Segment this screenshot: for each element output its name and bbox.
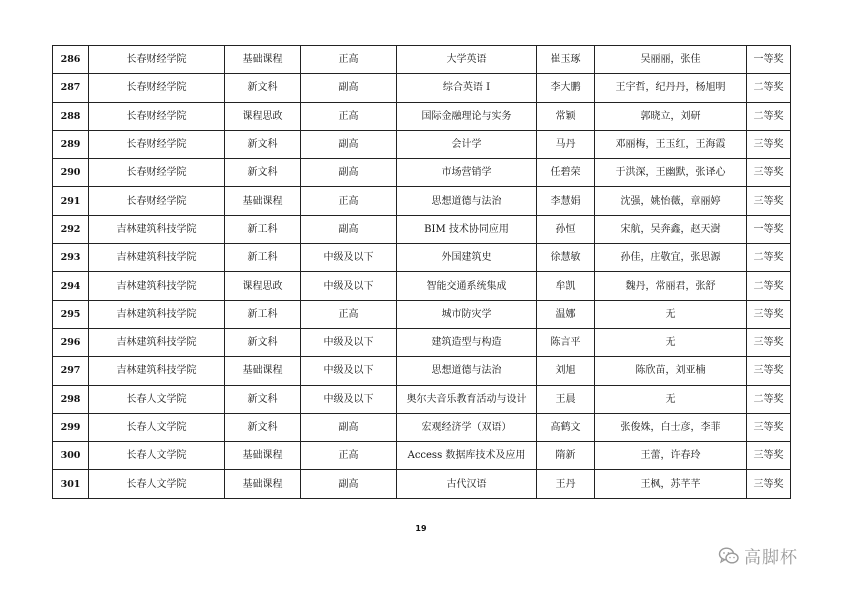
cell-members: 无 bbox=[595, 385, 747, 413]
cell-leader: 温娜 bbox=[537, 300, 595, 328]
cell-award: 一等奖 bbox=[747, 215, 791, 243]
cell-title-level: 副高 bbox=[301, 74, 397, 102]
cell-category: 新文科 bbox=[225, 413, 301, 441]
cell-school: 长春人文学院 bbox=[89, 385, 225, 413]
cell-award: 三等奖 bbox=[747, 187, 791, 215]
cell-award: 二等奖 bbox=[747, 102, 791, 130]
cell-course: 会计学 bbox=[397, 130, 537, 158]
cell-leader: 刘旭 bbox=[537, 357, 595, 385]
cell-row-number: 294 bbox=[53, 272, 89, 300]
cell-category: 课程思政 bbox=[225, 102, 301, 130]
cell-award: 三等奖 bbox=[747, 300, 791, 328]
cell-row-number: 293 bbox=[53, 244, 89, 272]
cell-title-level: 中级及以下 bbox=[301, 385, 397, 413]
cell-row-number: 299 bbox=[53, 413, 89, 441]
table-row bbox=[53, 442, 791, 470]
table-row bbox=[53, 328, 791, 356]
cell-category: 基础课程 bbox=[225, 357, 301, 385]
cell-title-level: 正高 bbox=[301, 102, 397, 130]
cell-title-level: 正高 bbox=[301, 46, 397, 74]
cell-leader: 王晨 bbox=[537, 385, 595, 413]
cell-school: 吉林建筑科技学院 bbox=[89, 328, 225, 356]
cell-leader: 徐慧敏 bbox=[537, 244, 595, 272]
cell-category: 新工科 bbox=[225, 244, 301, 272]
cell-leader: 常颖 bbox=[537, 102, 595, 130]
cell-title-level: 中级及以下 bbox=[301, 272, 397, 300]
table-row bbox=[53, 244, 791, 272]
cell-school: 长春财经学院 bbox=[89, 159, 225, 187]
cell-members: 吴丽丽，张佳 bbox=[595, 46, 747, 74]
cell-leader: 牟凯 bbox=[537, 272, 595, 300]
table-row bbox=[53, 102, 791, 130]
cell-category: 新文科 bbox=[225, 130, 301, 158]
cell-leader: 崔玉琢 bbox=[537, 46, 595, 74]
cell-members: 宋航，吴奔鑫，赵天澍 bbox=[595, 215, 747, 243]
table-row bbox=[53, 215, 791, 243]
table-row bbox=[53, 300, 791, 328]
cell-title-level: 正高 bbox=[301, 187, 397, 215]
cell-category: 新工科 bbox=[225, 300, 301, 328]
cell-award: 一等奖 bbox=[747, 46, 791, 74]
cell-members: 魏丹，常丽君，张舒 bbox=[595, 272, 747, 300]
cell-members: 王蕾，许春玲 bbox=[595, 442, 747, 470]
watermark-text: 高脚杯 bbox=[744, 548, 798, 568]
cell-row-number: 292 bbox=[53, 215, 89, 243]
cell-course: 综合英语 I bbox=[397, 74, 537, 102]
table-row bbox=[53, 130, 791, 158]
cell-title-level: 正高 bbox=[301, 442, 397, 470]
cell-course: 思想道德与法治 bbox=[397, 187, 537, 215]
cell-category: 基础课程 bbox=[225, 470, 301, 498]
cell-award: 三等奖 bbox=[747, 130, 791, 158]
cell-category: 基础课程 bbox=[225, 46, 301, 74]
cell-category: 新文科 bbox=[225, 385, 301, 413]
table-row bbox=[53, 46, 791, 74]
cell-row-number: 297 bbox=[53, 357, 89, 385]
cell-school: 吉林建筑科技学院 bbox=[89, 215, 225, 243]
cell-leader: 高鹤文 bbox=[537, 413, 595, 441]
table-row bbox=[53, 74, 791, 102]
cell-award: 三等奖 bbox=[747, 413, 791, 441]
page-number: 19 bbox=[415, 524, 427, 533]
cell-row-number: 290 bbox=[53, 159, 89, 187]
wechat-icon bbox=[718, 546, 740, 566]
cell-school: 长春财经学院 bbox=[89, 74, 225, 102]
cell-row-number: 296 bbox=[53, 328, 89, 356]
cell-members: 邓丽梅，王玉红，王海霞 bbox=[595, 130, 747, 158]
cell-members: 王枫，苏芊芊 bbox=[595, 470, 747, 498]
cell-row-number: 291 bbox=[53, 187, 89, 215]
cell-row-number: 288 bbox=[53, 102, 89, 130]
cell-members: 无 bbox=[595, 328, 747, 356]
cell-category: 基础课程 bbox=[225, 187, 301, 215]
cell-award: 二等奖 bbox=[747, 74, 791, 102]
cell-course: 宏观经济学（双语） bbox=[397, 413, 537, 441]
cell-title-level: 副高 bbox=[301, 159, 397, 187]
cell-leader: 陈言平 bbox=[537, 328, 595, 356]
table-row bbox=[53, 385, 791, 413]
cell-leader: 任碧荣 bbox=[537, 159, 595, 187]
cell-school: 长春财经学院 bbox=[89, 187, 225, 215]
cell-school: 长春财经学院 bbox=[89, 46, 225, 74]
cell-title-level: 中级及以下 bbox=[301, 328, 397, 356]
cell-school: 长春财经学院 bbox=[89, 130, 225, 158]
cell-members: 张俊姝，白士彦，李菲 bbox=[595, 413, 747, 441]
cell-leader: 孙恒 bbox=[537, 215, 595, 243]
cell-school: 长春人文学院 bbox=[89, 470, 225, 498]
cell-course: 智能交通系统集成 bbox=[397, 272, 537, 300]
cell-category: 新工科 bbox=[225, 215, 301, 243]
cell-award: 三等奖 bbox=[747, 442, 791, 470]
table-row bbox=[53, 159, 791, 187]
cell-row-number: 301 bbox=[53, 470, 89, 498]
cell-title-level: 副高 bbox=[301, 130, 397, 158]
cell-title-level: 副高 bbox=[301, 413, 397, 441]
cell-members: 沈强，姚怡薇，章丽婷 bbox=[595, 187, 747, 215]
watermark bbox=[718, 543, 798, 568]
table-row bbox=[53, 272, 791, 300]
table-row bbox=[53, 470, 791, 498]
cell-category: 课程思政 bbox=[225, 272, 301, 300]
cell-course: 建筑造型与构造 bbox=[397, 328, 537, 356]
cell-award: 三等奖 bbox=[747, 470, 791, 498]
cell-members: 于洪深，王幽默，张译心 bbox=[595, 159, 747, 187]
cell-school: 吉林建筑科技学院 bbox=[89, 272, 225, 300]
table-row bbox=[53, 357, 791, 385]
cell-course: 古代汉语 bbox=[397, 470, 537, 498]
cell-award: 二等奖 bbox=[747, 244, 791, 272]
cell-category: 基础课程 bbox=[225, 442, 301, 470]
cell-course: 城市防灾学 bbox=[397, 300, 537, 328]
cell-course: 大学英语 bbox=[397, 46, 537, 74]
cell-members: 孙佳，庄敬宜，张思源 bbox=[595, 244, 747, 272]
cell-row-number: 287 bbox=[53, 74, 89, 102]
cell-members: 郭晓立，刘研 bbox=[595, 102, 747, 130]
table-row bbox=[53, 413, 791, 441]
cell-category: 新文科 bbox=[225, 328, 301, 356]
cell-members: 王宇哲，纪丹丹，杨旭明 bbox=[595, 74, 747, 102]
cell-school: 吉林建筑科技学院 bbox=[89, 244, 225, 272]
cell-row-number: 286 bbox=[53, 46, 89, 74]
cell-title-level: 中级及以下 bbox=[301, 244, 397, 272]
cell-title-level: 副高 bbox=[301, 470, 397, 498]
cell-leader: 王丹 bbox=[537, 470, 595, 498]
table-row bbox=[53, 187, 791, 215]
cell-category: 新文科 bbox=[225, 74, 301, 102]
cell-leader: 隋新 bbox=[537, 442, 595, 470]
cell-school: 吉林建筑科技学院 bbox=[89, 300, 225, 328]
cell-course: 市场营销学 bbox=[397, 159, 537, 187]
cell-members: 无 bbox=[595, 300, 747, 328]
cell-award: 二等奖 bbox=[747, 272, 791, 300]
cell-title-level: 副高 bbox=[301, 215, 397, 243]
cell-leader: 李慧娟 bbox=[537, 187, 595, 215]
cell-row-number: 298 bbox=[53, 385, 89, 413]
cell-row-number: 289 bbox=[53, 130, 89, 158]
cell-course: BIM 技术协同应用 bbox=[397, 215, 537, 243]
cell-course: Access 数据库技术及应用 bbox=[397, 442, 537, 470]
cell-category: 新文科 bbox=[225, 159, 301, 187]
award-table bbox=[52, 45, 791, 499]
cell-row-number: 300 bbox=[53, 442, 89, 470]
cell-school: 长春人文学院 bbox=[89, 413, 225, 441]
table-body bbox=[53, 46, 791, 499]
cell-award: 三等奖 bbox=[747, 159, 791, 187]
cell-school: 吉林建筑科技学院 bbox=[89, 357, 225, 385]
cell-leader: 马丹 bbox=[537, 130, 595, 158]
cell-leader: 李大鹏 bbox=[537, 74, 595, 102]
cell-course: 国际金融理论与实务 bbox=[397, 102, 537, 130]
cell-course: 奥尔夫音乐教育活动与设计 bbox=[397, 385, 537, 413]
cell-course: 外国建筑史 bbox=[397, 244, 537, 272]
cell-title-level: 正高 bbox=[301, 300, 397, 328]
cell-school: 长春人文学院 bbox=[89, 442, 225, 470]
cell-course: 思想道德与法治 bbox=[397, 357, 537, 385]
cell-school: 长春财经学院 bbox=[89, 102, 225, 130]
cell-award: 三等奖 bbox=[747, 357, 791, 385]
cell-award: 三等奖 bbox=[747, 328, 791, 356]
cell-title-level: 中级及以下 bbox=[301, 357, 397, 385]
cell-row-number: 295 bbox=[53, 300, 89, 328]
cell-award: 二等奖 bbox=[747, 385, 791, 413]
cell-members: 陈欣苗，刘亚楠 bbox=[595, 357, 747, 385]
